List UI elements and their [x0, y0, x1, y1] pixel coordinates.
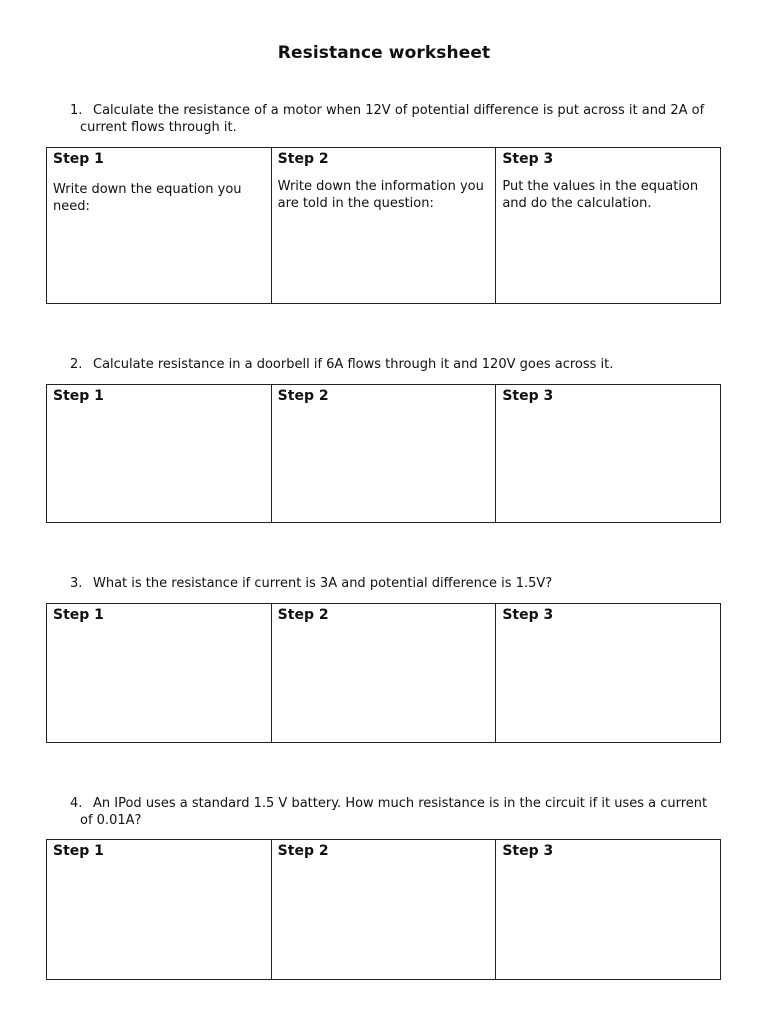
answer-table-2 — [46, 384, 721, 523]
step-2-cell[interactable] — [271, 148, 496, 303]
step-1-cell[interactable] — [47, 385, 271, 522]
question-3 — [70, 575, 720, 592]
step-instruction: Write down the equation you need: — [53, 182, 242, 214]
step-label: Step 2 — [277, 151, 329, 167]
question-text: What is the resistance if current is 3A and potential difference is 1.5V? — [93, 576, 553, 591]
page-title: Resistance worksheet — [277, 43, 491, 63]
step-1-cell[interactable] — [47, 840, 271, 979]
step-3-cell[interactable] — [495, 385, 720, 522]
question-text: Calculate resistance in a doorbell if 6A flows through it and 120V goes across it. — [93, 357, 614, 372]
step-1-cell[interactable] — [47, 604, 271, 742]
question-2 — [70, 356, 720, 373]
step-2-cell[interactable] — [271, 840, 496, 979]
answer-table-4 — [46, 839, 721, 980]
question-number: 1. — [70, 103, 83, 118]
question-number: 3. — [70, 576, 83, 591]
step-label: Step 2 — [277, 388, 329, 404]
step-label: Step 1 — [53, 843, 104, 859]
question-number: 4. — [70, 796, 83, 811]
question-4 — [70, 795, 720, 829]
step-3-cell[interactable] — [495, 604, 720, 742]
question-number: 2. — [70, 357, 83, 372]
question-text: An IPod uses a standard 1.5 V battery. How much resistance is in the circuit if it uses a current of 0.01A? — [80, 796, 708, 828]
answer-table-1 — [46, 147, 721, 304]
step-2-cell[interactable] — [271, 604, 496, 742]
step-1-cell[interactable] — [47, 148, 271, 303]
step-label: Step 1 — [53, 151, 104, 167]
step-3-cell[interactable] — [495, 148, 720, 303]
step-label: Step 1 — [53, 607, 104, 623]
step-2-cell[interactable] — [271, 385, 496, 522]
step-instruction: Put the values in the equation and do the calculation. — [502, 179, 699, 211]
step-label: Step 3 — [502, 388, 554, 404]
question-text: Calculate the resistance of a motor when 12V of potential difference is put across it and 2A of current flows through it. — [80, 103, 705, 135]
step-label: Step 3 — [502, 843, 554, 859]
step-3-cell[interactable] — [495, 840, 720, 979]
step-label: Step 2 — [277, 607, 329, 623]
answer-table-3 — [46, 603, 721, 743]
step-label: Step 2 — [277, 843, 329, 859]
step-instruction: Write down the information you are told in the question: — [277, 179, 484, 211]
question-1 — [70, 102, 720, 136]
step-label: Step 3 — [502, 151, 554, 167]
step-label: Step 1 — [53, 388, 104, 404]
step-label: Step 3 — [502, 607, 554, 623]
